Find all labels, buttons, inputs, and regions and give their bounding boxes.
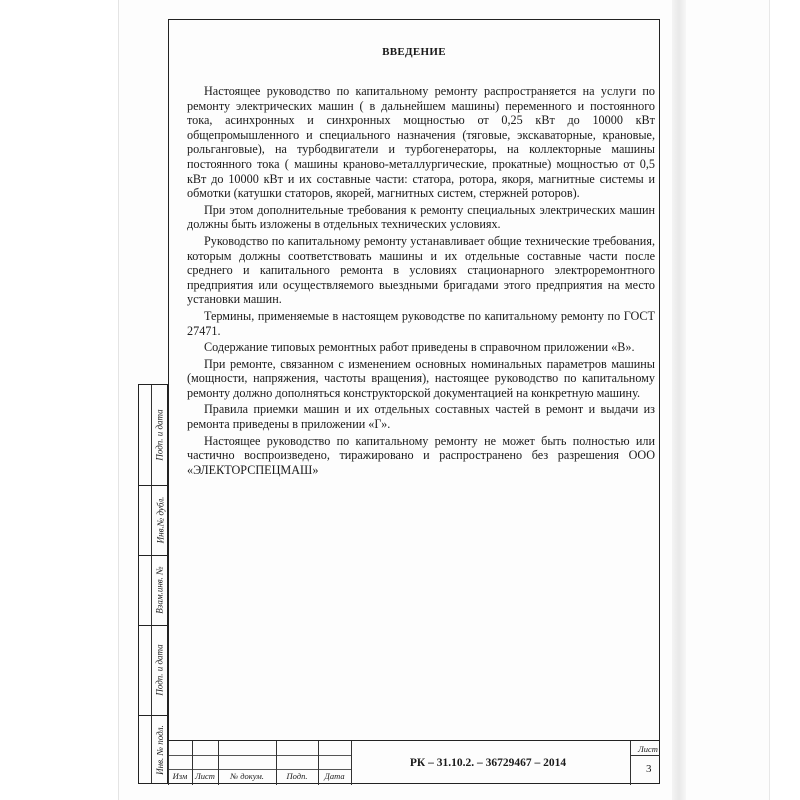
page-title: ВВЕДЕНИЕ	[382, 46, 446, 58]
title-block	[168, 740, 660, 784]
side-label-inv-podl: Инв. № подл.	[155, 725, 165, 775]
paragraph-1: Настоящее руководство по капитальному ремонту распространяется на услуги по ремонту электрических машин ( в дальнейшем машины) переменного и постоянного тока, асинхронных и синхронных мощностью от 0,25 кВт до 10000 кВт общепромышленного и специального назначения (тяговые, экскаваторные, крановые, рольганговые), на турбодвигатели и турбогенераторы, на коллекторные машины постоянного тока ( машины краново-металлургические, прокатные) мощностью от 0,5 кВт до 10000 кВт и их составные части: статора, ротора, якоря, магнитные системы и обмотки (катушки статоров, якорей, магнитных систем, стержней роторов).	[187, 84, 655, 201]
paragraph-2: При этом дополнительные требования к ремонту специальных электрических машин должны быть изложены в отдельных технических условиях.	[187, 202, 655, 232]
side-label-podp-data-2: Подп. и дата	[155, 644, 166, 696]
paragraph-5: Содержание типовых ремонтных работ приведены в справочном приложении «В».	[204, 340, 635, 355]
paragraph-6: При ремонте, связанном с изменением основных номинальных параметров машины (мощности, напряжения, частоты вращения), настоящее руководство по капитальному ремонту должно дополняться конструкторской документацией на конкретную машину.	[187, 356, 655, 400]
sheet-label: Лист	[638, 744, 658, 754]
col-podp-label: Подп.	[286, 771, 308, 781]
side-stamp	[138, 384, 168, 784]
sheet-number: 3	[646, 763, 652, 775]
side-label-podp-data-1: Подп. и дата	[155, 409, 166, 461]
col-docnum-label: № докум.	[230, 771, 264, 781]
paragraph-7: Правила приемки машин и их отдельных составных частей в ремонт и выдачи из ремонта приведены в приложении «Г».	[187, 402, 655, 432]
col-izm-label: Изм	[172, 771, 188, 781]
document-body	[187, 84, 655, 479]
page-edge-shadow	[672, 0, 686, 800]
side-label-inv-dubl: Инв.№ дубл.	[155, 496, 166, 544]
paragraph-4: Термины, применяемые в настоящем руководстве по капитальному ремонту по ГОСТ 27471.	[187, 308, 655, 338]
paragraph-3: Руководство по капитальному ремонту устанавливает общие технические требования, которым должны соответствовать машины и их отдельные составные части после среднего и капитального ремонта в условиях стационарного электроремонтного предприятия или осуществляемого выездными бригадами этого предприятия на место установки машин.	[187, 233, 655, 307]
side-label-vzam-inv: Взам.инв. №	[155, 566, 165, 614]
document-code: РК – 31.10.2. – 36729467 – 2014	[409, 757, 567, 769]
col-data-label: Дата	[324, 771, 345, 781]
col-list-label: Лист	[195, 771, 215, 781]
paragraph-8: Настоящее руководство по капитальному ремонту не может быть полностью или частично воспроизведено, тиражировано и распространено без разрешения ООО «ЭЛЕКТОРСПЕЦМАШ»	[187, 433, 655, 477]
